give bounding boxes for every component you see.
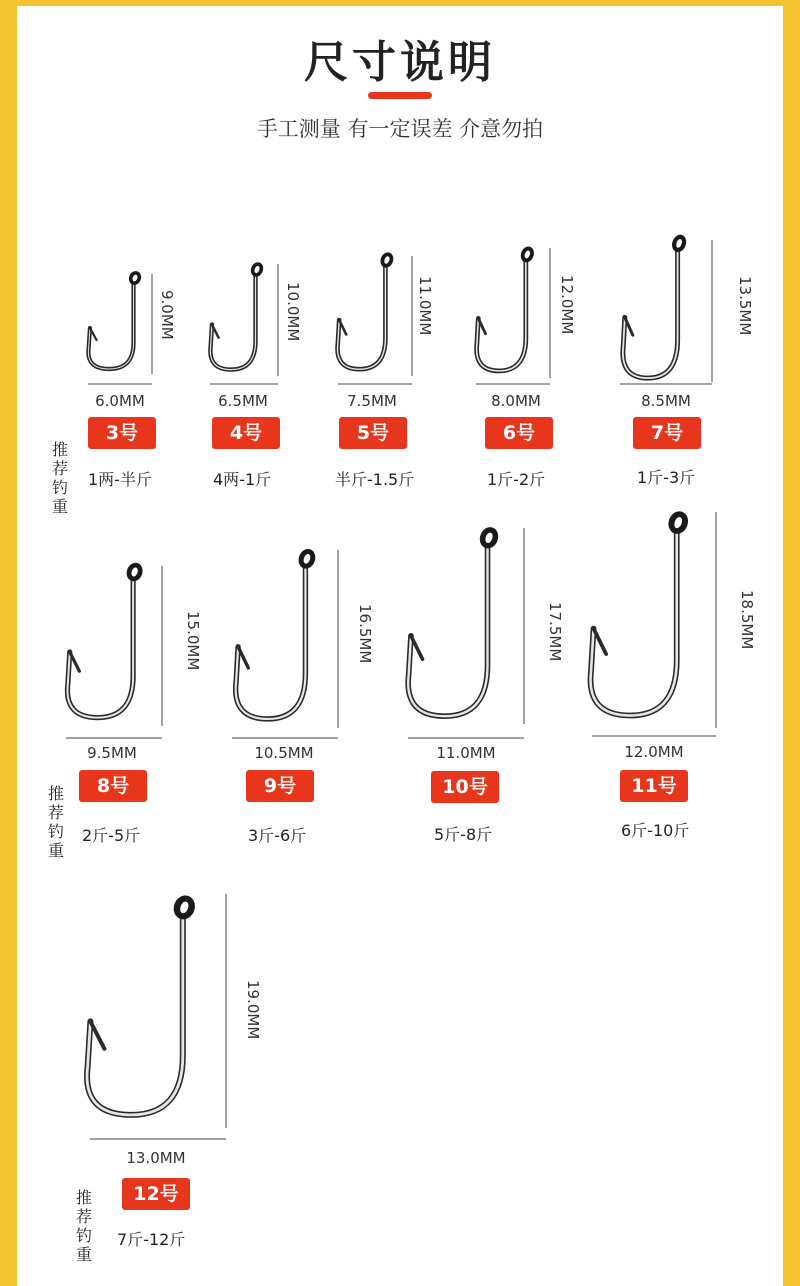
hook-length-label: 19.0MM xyxy=(244,980,262,1040)
hook-width-label: 12.0MM xyxy=(624,743,684,761)
hook-size-badge: 10号 xyxy=(431,771,499,803)
page-subtitle: 手工测量 有一定误差 介意勿拍 xyxy=(256,117,544,141)
hook-width-label: 8.5MM xyxy=(641,392,691,410)
hook-length-label: 18.5MM xyxy=(738,590,756,650)
hook-length-label: 9.0MM xyxy=(158,290,176,340)
recommended-weight-label: 推荐钓重 xyxy=(75,1188,92,1264)
hook-size-badge: 4号 xyxy=(212,417,280,449)
hook-length-label: 15.0MM xyxy=(184,611,202,671)
hook-width-label: 10.5MM xyxy=(254,744,314,762)
hook-size-badge: 9号 xyxy=(246,770,314,802)
hook-width-label: 8.0MM xyxy=(491,392,541,410)
hook-length-label: 11.0MM xyxy=(416,276,434,336)
page-title: 尺寸说明 xyxy=(304,37,496,88)
recommended-weight: 4两-1斤 xyxy=(213,470,272,489)
recommended-weight-label: 推荐钓重 xyxy=(51,440,68,516)
recommended-weight-label: 推荐钓重 xyxy=(47,784,64,860)
recommended-weight: 1斤-2斤 xyxy=(487,470,546,489)
hook-length-label: 10.0MM xyxy=(284,282,302,342)
recommended-weight: 6斤-10斤 xyxy=(621,821,690,840)
recommended-weight: 7斤-12斤 xyxy=(117,1230,186,1249)
hook-shine xyxy=(87,913,183,1114)
hook-size-badge: 11号 xyxy=(620,770,688,802)
hook-length-label: 13.5MM xyxy=(736,276,754,336)
hook-size-badge: 3号 xyxy=(88,417,156,449)
hook-size-badge: 8号 xyxy=(79,770,147,802)
hook-size-badge: 5号 xyxy=(339,417,407,449)
hook-length-label: 16.5MM xyxy=(356,604,374,664)
hook-shank xyxy=(87,913,183,1114)
hook-width-label: 11.0MM xyxy=(436,744,496,762)
hook-width-label: 6.5MM xyxy=(218,392,268,410)
hook-length-label: 12.0MM xyxy=(558,275,576,335)
hook-width-label: 13.0MM xyxy=(126,1149,186,1167)
recommended-weight: 2斤-5斤 xyxy=(82,826,141,845)
hook-width-label: 6.0MM xyxy=(95,392,145,410)
recommended-weight: 半斤-1.5斤 xyxy=(335,470,415,489)
hook-width-label: 9.5MM xyxy=(87,744,137,762)
recommended-weight: 1两-半斤 xyxy=(88,470,152,489)
hook-size-badge: 6号 xyxy=(485,417,553,449)
recommended-weight: 5斤-8斤 xyxy=(434,825,493,844)
hook-width-label: 7.5MM xyxy=(347,392,397,410)
hook-size-badge: 7号 xyxy=(633,417,701,449)
recommended-weight: 1斤-3斤 xyxy=(637,468,696,487)
hook-size-badge: 12号 xyxy=(122,1178,190,1210)
recommended-weight: 3斤-6斤 xyxy=(248,826,307,845)
hook-length-label: 17.5MM xyxy=(546,602,564,662)
